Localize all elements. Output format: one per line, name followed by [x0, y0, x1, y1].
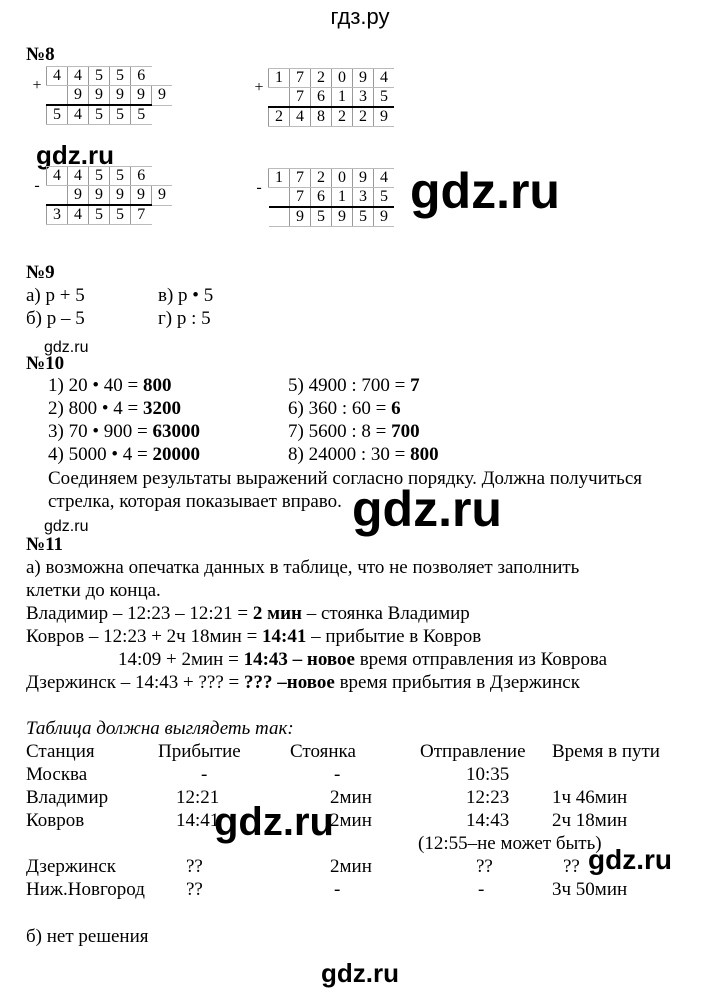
digit: 9	[110, 186, 131, 206]
header-arrival: Прибытие	[158, 741, 241, 762]
digit: 5	[131, 105, 152, 125]
digit: 5	[374, 188, 395, 208]
digit: 6	[311, 88, 332, 108]
digit: 7	[131, 205, 152, 225]
minus-sign: -	[34, 176, 40, 194]
digit: 2	[353, 107, 374, 127]
header-station: Станция	[26, 741, 95, 762]
digit: 5	[89, 67, 110, 86]
task-9-a: а) р + 5	[26, 285, 85, 306]
cell-arrival: 14:41	[176, 810, 220, 831]
digit: 5	[110, 67, 131, 86]
digit: 4	[68, 105, 89, 125]
cell-station: Ниж.Новгород	[26, 879, 145, 900]
digit: 4	[290, 107, 311, 127]
footer-watermark: gdz.ru	[321, 958, 399, 988]
digit: 5	[89, 167, 110, 186]
digit: 6	[131, 167, 152, 186]
site-header: гдз.ру	[330, 4, 390, 29]
cell-travel-time: 3ч 50мин	[552, 879, 628, 900]
digit: 9	[290, 207, 311, 227]
digit: 0	[332, 69, 353, 88]
digit: 9	[374, 207, 395, 227]
note-impossible: (12:55–не может быть)	[418, 833, 602, 854]
header-travel-time: Время в пути	[552, 741, 660, 762]
addition-grid-2	[250, 68, 394, 127]
cell-arrival: ??	[186, 856, 203, 877]
digit: 9	[332, 207, 353, 227]
calc-line-kovrov: Ковров – 12:23 + 2ч 18мин = 14:41 – прибытие в Ковров	[26, 626, 482, 647]
header-departure: Отправление	[420, 741, 526, 762]
digit: 5	[89, 105, 110, 125]
empty-cell	[47, 86, 68, 106]
task-11-b: б) нет решения	[26, 926, 149, 947]
digit: 4	[68, 167, 89, 186]
task-9-g: г) р : 5	[158, 308, 211, 329]
digit: 9	[68, 186, 89, 206]
digit: 5	[110, 105, 131, 125]
digit: 7	[290, 69, 311, 88]
watermark: gdz.ru	[44, 518, 89, 535]
watermark: gdz.ru	[410, 163, 560, 219]
cell-departure: -	[478, 879, 485, 900]
expression-7: 7) 5600 : 8 = 700	[288, 421, 420, 442]
cell-arrival: -	[201, 764, 208, 785]
digit: 5	[353, 207, 374, 227]
expression-4: 4) 5000 • 4 = 20000	[48, 444, 200, 465]
cell-station: Владимир	[26, 787, 109, 808]
digit: 5	[110, 205, 131, 225]
digit: 4	[47, 167, 68, 186]
cell-arrival: ??	[186, 879, 203, 900]
watermark: gdz.ru	[44, 339, 89, 356]
digit: 7	[290, 169, 311, 188]
expression-3: 3) 70 • 900 = 63000	[48, 421, 200, 442]
digit: 1	[332, 88, 353, 108]
expression-5: 5) 4900 : 700 = 7	[288, 375, 420, 396]
digit: 9	[68, 86, 89, 106]
digit: 9	[110, 86, 131, 106]
digit: 2	[311, 169, 332, 188]
digit: 5	[89, 205, 110, 225]
digit: 6	[131, 67, 152, 86]
task-11-a-line-1: а) возможна опечатка данных в таблице, что не позволяет заполнить	[26, 557, 580, 578]
calc-line-departure: 14:09 + 2мин = 14:43 – новое время отправления из Коврова	[118, 649, 608, 670]
digit: 9	[374, 107, 395, 127]
cell-departure: 10:35	[466, 764, 510, 785]
header-stop: Стоянка	[290, 741, 356, 762]
subtraction-grid-1	[28, 166, 172, 225]
task-8-title: №8	[26, 44, 55, 65]
digit: 9	[353, 69, 374, 88]
digit: 5	[374, 88, 395, 108]
cell-stop: -	[334, 764, 341, 785]
task-11-title: №11	[26, 534, 64, 555]
expression-6: 6) 360 : 60 = 6	[288, 398, 401, 419]
expression-8: 8) 24000 : 30 = 800	[288, 444, 439, 465]
digit: 1	[269, 169, 290, 188]
digit: 9	[152, 86, 173, 106]
minus-sign: -	[256, 178, 262, 196]
cell-station: Москва	[26, 764, 88, 785]
digit: 3	[47, 205, 68, 225]
digit: 5	[110, 167, 131, 186]
digit: 3	[353, 88, 374, 108]
calc-line-dzerzhinsk: Дзержинск – 14:43 + ??? = ??? –новое время прибытия в Дзержинск	[26, 672, 580, 693]
watermark: gdz.ru	[36, 140, 114, 170]
cell-stop: 2мин	[330, 810, 372, 831]
cell-stop: 2мин	[330, 856, 372, 877]
task-9-b: б) р – 5	[26, 308, 85, 329]
task-9-title: №9	[26, 262, 55, 283]
table-caption: Таблица должна выглядеть так:	[26, 718, 294, 739]
plus-sign: +	[254, 78, 264, 96]
digit: 4	[68, 67, 89, 86]
cell-travel-time: ??	[563, 856, 580, 877]
digit: 4	[47, 67, 68, 86]
cell-station: Дзержинск	[26, 856, 116, 877]
cell-departure: 14:43	[466, 810, 510, 831]
cell-stop: -	[334, 879, 341, 900]
task-10-text-2: стрелка, которая показывает вправо.	[48, 491, 342, 512]
task-10-title: №10	[26, 353, 65, 374]
digit: 7	[290, 188, 311, 208]
task-11-a-line-2: клетки до конца.	[26, 580, 161, 601]
cell-arrival: 12:21	[176, 787, 220, 808]
digit: 9	[353, 169, 374, 188]
digit: 9	[89, 186, 110, 206]
calc-line-vladimir: Владимир – 12:23 – 12:21 = 2 мин – стоянка Владимир	[26, 603, 470, 624]
digit: 9	[131, 186, 152, 206]
cell-departure: ??	[476, 856, 493, 877]
digit: 5	[47, 105, 68, 125]
expression-2: 2) 800 • 4 = 3200	[48, 398, 181, 419]
watermark: gdz.ru	[352, 481, 502, 537]
digit: 4	[68, 205, 89, 225]
digit: 1	[332, 188, 353, 208]
digit: 2	[269, 107, 290, 127]
watermark: gdz.ru	[214, 800, 334, 844]
cell-departure: 12:23	[466, 787, 510, 808]
digit: 7	[290, 88, 311, 108]
subtraction-grid-2	[250, 168, 394, 227]
digit: 9	[152, 186, 173, 206]
cell-travel-time: 1ч 46мин	[552, 787, 628, 808]
cell-travel-time: 2ч 18мин	[552, 810, 628, 831]
digit: 6	[311, 188, 332, 208]
cell-stop: 2мин	[330, 787, 372, 808]
task-9-v: в) р • 5	[158, 285, 214, 306]
cell-station: Ковров	[26, 810, 85, 831]
digit: 3	[353, 188, 374, 208]
digit: 4	[374, 169, 395, 188]
digit: 2	[311, 69, 332, 88]
digit: 9	[131, 86, 152, 106]
digit: 1	[269, 69, 290, 88]
digit: 9	[89, 86, 110, 106]
task-10-text-1: Соединяем результаты выражений согласно порядку. Должна получиться	[48, 468, 643, 489]
watermark: gdz.ru	[588, 844, 672, 875]
expression-1: 1) 20 • 40 = 800	[48, 375, 172, 396]
digit: 0	[332, 169, 353, 188]
digit: 2	[332, 107, 353, 127]
digit: 8	[311, 107, 332, 127]
addition-grid-1	[28, 66, 172, 125]
plus-sign: +	[32, 76, 42, 94]
digit: 4	[374, 69, 395, 88]
digit: 5	[311, 207, 332, 227]
